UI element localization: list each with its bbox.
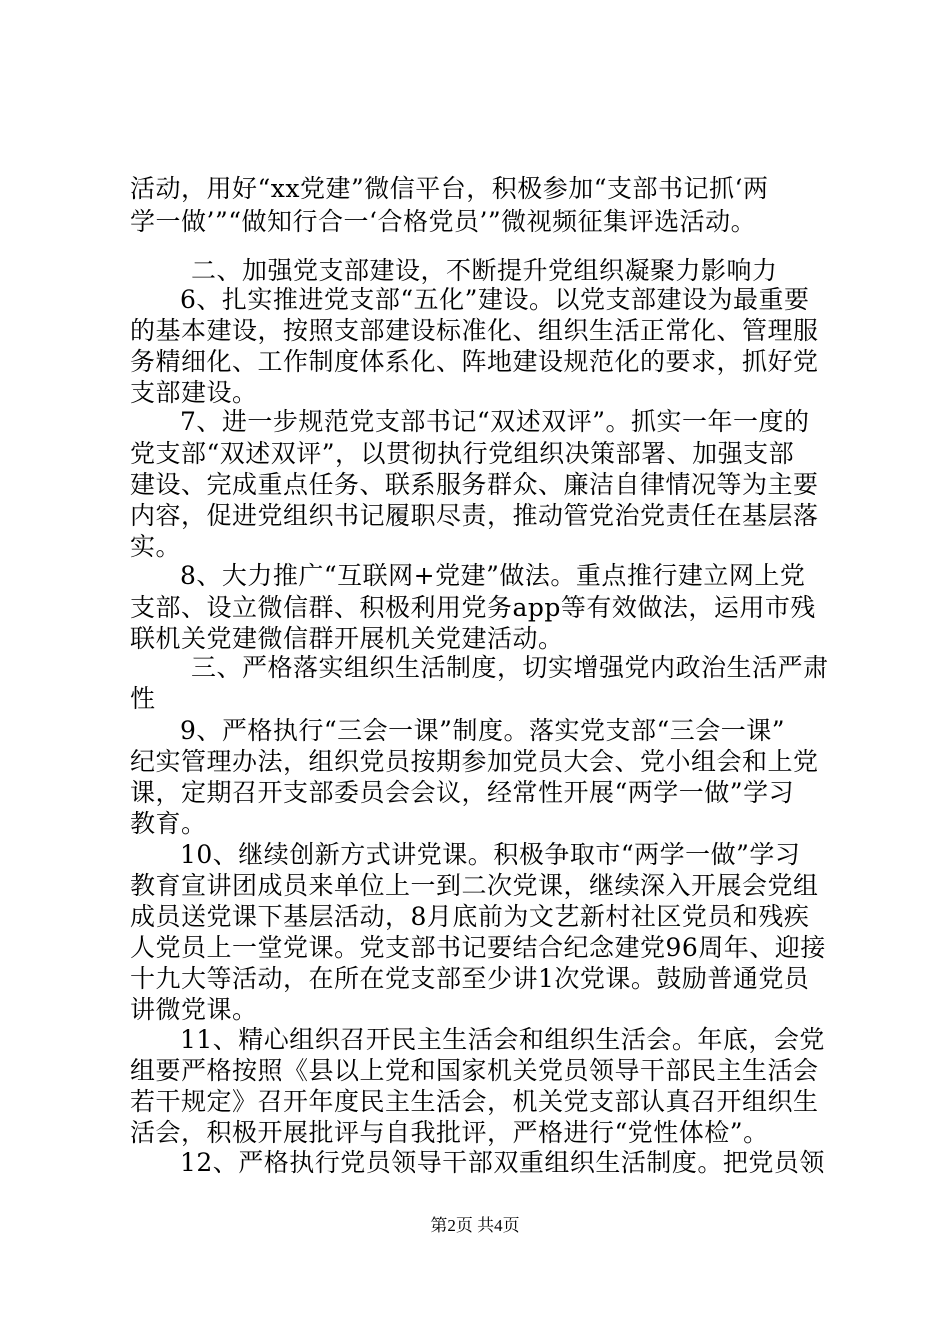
text-line: 教育宣讲团成员来单位上一到二次党课，继续深入开展会党组 — [130, 871, 819, 900]
text-line: 建设、完成重点任务、联系服务群众、廉洁自律情况等为主要 — [130, 470, 819, 499]
text-line: 人党员上一堂党课。党支部书记要结合纪念建党96周年、迎接 — [130, 933, 826, 962]
section-heading: 性 — [130, 684, 156, 713]
text-line: 12、严格执行党员领导干部双重组织生活制度。把党员领 — [180, 1148, 825, 1177]
text-line: 6、扎实推进党支部“五化”建设。以党支部建设为最重要 — [180, 285, 810, 314]
text-line: 联机关党建微信群开展机关党建活动。 — [130, 624, 564, 653]
text-line: 活会，积极开展批评与自我批评，严格进行“党性体检”。 — [130, 1118, 769, 1147]
text-line: 11、精心组织召开民主生活会和组织生活会。年底，会党 — [180, 1025, 825, 1054]
text-line: 务精细化、工作制度体系化、阵地建设规范化的要求，抓好党 — [130, 347, 819, 376]
text-line: 党支部“双述双评”，以贯彻执行党组织决策部署、加强支部 — [130, 439, 795, 468]
text-line: 7、进一步规范党支部书记“双述双评”。抓实一年一度的 — [180, 407, 810, 436]
text-line: 活动，用好“xx党建”微信平台，积极参加“支部书记抓‘两 — [130, 174, 769, 203]
text-line: 10、继续创新方式讲党课。积极争取市“两学一做”学习 — [180, 840, 801, 869]
page-number-footer: 第2页 共4页 — [430, 1216, 520, 1235]
text-line: 成员送党课下基层活动，8月底前为文艺新村社区党员和残疾 — [130, 902, 810, 931]
text-line: 的基本建设，按照支部建设标准化、组织生活正常化、管理服 — [130, 316, 819, 345]
text-line: 9、严格执行“三会一课”制度。落实党支部“三会一课” — [180, 716, 786, 745]
section-heading: 二、加强党支部建设，不断提升党组织凝聚力影响力 — [191, 256, 778, 285]
text-line: 学一做’”“做知行合一‘合格党员’”微视频征集评选活动。 — [130, 207, 757, 236]
text-line: 纪实管理办法，组织党员按期参加党员大会、党小组会和上党 — [130, 747, 819, 776]
text-line: 组要严格按照《县以上党和国家机关党员领导干部民主生活会 — [130, 1056, 819, 1085]
text-line: 支部建设。 — [130, 378, 258, 407]
text-line: 课，定期召开支部委员会会议，经常性开展“两学一做”学习 — [130, 778, 795, 807]
text-line: 内容，促进党组织书记履职尽责，推动管党治党责任在基层落 — [130, 501, 819, 530]
section-heading: 三、严格落实组织生活制度，切实增强党内政治生活严肃 — [191, 653, 829, 682]
text-line: 教育。 — [130, 809, 207, 838]
text-line: 十九大等活动，在所在党支部至少讲1次党课。鼓励普通党员 — [130, 964, 810, 993]
text-line: 讲微党课。 — [130, 995, 258, 1024]
text-line: 支部、设立微信群、积极利用党务app等有效做法，运用市残 — [130, 593, 816, 622]
text-line: 若干规定》召开年度民主生活会，机关党支部认真召开组织生 — [130, 1087, 819, 1116]
text-line: 实。 — [130, 532, 182, 561]
text-line: 8、大力推广“互联网+党建”做法。重点推行建立网上党 — [180, 561, 806, 590]
